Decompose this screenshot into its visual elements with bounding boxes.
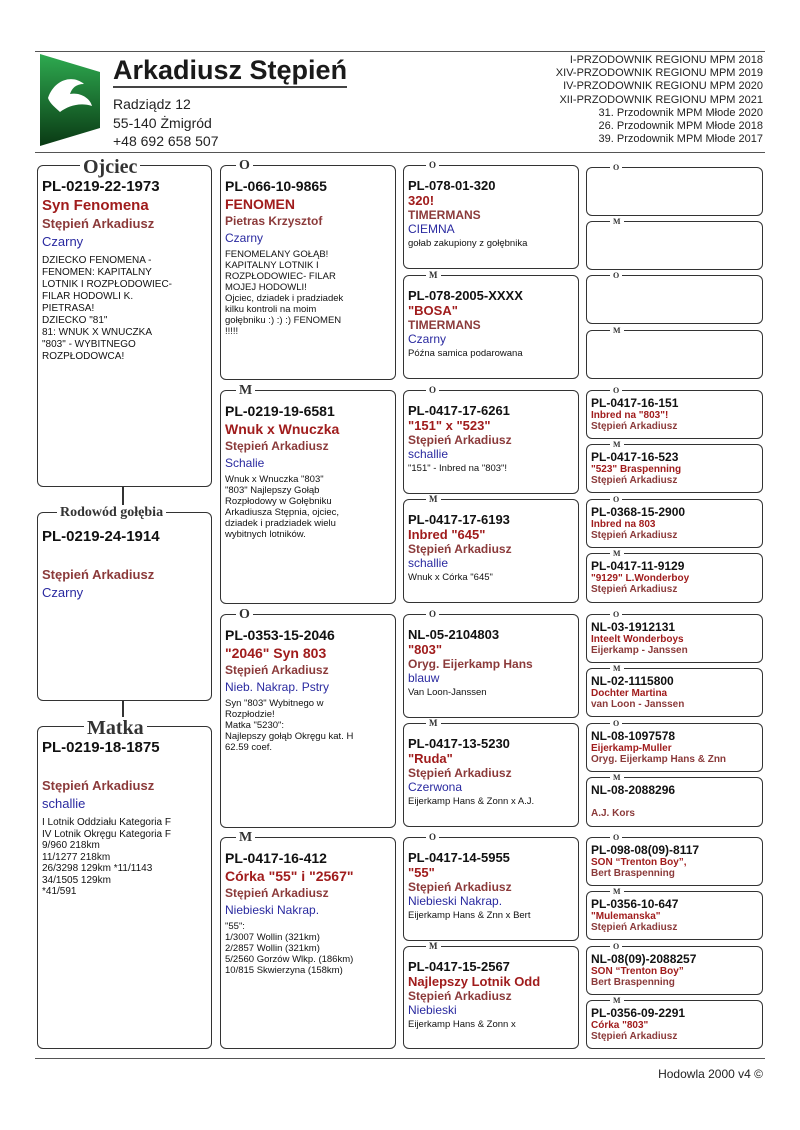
- notes: DZIECKO FENOMENA - FENOMEN: KAPITALNY LOTNIK I ROZPŁODOWIEC- FILAR HODOWLI K. PIETRASA! DZIECKO "81" 81: WNUK X WNUCZKA "803" - WYBITNEGO ROZPŁODOWCA!: [42, 255, 173, 362]
- dam-label: M: [236, 830, 255, 845]
- ancestor-card-small[interactable]: [586, 891, 763, 940]
- address-line: Radziądz 12: [113, 96, 191, 112]
- ring-number: PL-0417-11-9129: [591, 559, 685, 573]
- pigeon-name: "55": [408, 865, 435, 880]
- pigeon-name: Wnuk x Wnuczka: [225, 421, 340, 437]
- ring-number: NL-08(09)-2088257: [591, 952, 697, 966]
- owner: Stępień Arkadiusz: [408, 880, 512, 894]
- dam-label: M: [610, 664, 624, 673]
- owner: Stępień Arkadiusz: [408, 542, 512, 556]
- header-rule: [35, 152, 765, 153]
- pigeon-name: "Mulemanska": [591, 911, 661, 922]
- ring-number: PL-0417-15-2567: [408, 959, 510, 974]
- owner: Bert Braspenning: [591, 977, 675, 988]
- owner: Stępień Arkadiusz: [408, 433, 512, 447]
- ancestor-card[interactable]: [403, 275, 579, 379]
- ancestor-card-small[interactable]: [586, 723, 763, 772]
- top-rule: [35, 51, 765, 52]
- ring-number: NL-05-2104803: [408, 627, 500, 642]
- color: Niebieski: [408, 1003, 457, 1017]
- footer-text: Hodowla 2000 v4 ©: [658, 1067, 763, 1081]
- pigeon-card[interactable]: [37, 512, 212, 701]
- ring-number: PL-0219-22-1973: [42, 178, 160, 195]
- phone: +48 692 658 507: [113, 133, 219, 149]
- owner: TIMERMANS: [408, 318, 481, 332]
- ring-number: PL-066-10-9865: [225, 178, 327, 194]
- color: schallie: [42, 796, 86, 811]
- pigeon-name: Inbred na "803"!: [591, 410, 669, 421]
- sire-card[interactable]: [220, 614, 396, 828]
- color: Nieb. Nakrap. Pstry: [225, 680, 330, 694]
- owner: Stępień Arkadiusz: [42, 216, 155, 231]
- pigeon-logo-icon: [40, 54, 100, 146]
- color: Czarny: [42, 234, 84, 249]
- ring-number: PL-0356-09-2291: [591, 1006, 686, 1020]
- pigeon-name: Eijerkamp-Muller: [591, 743, 672, 754]
- dam-label: M: [610, 549, 624, 558]
- color: Czarny: [408, 332, 447, 346]
- pigeon-name: 320!: [408, 193, 435, 208]
- pigeon-name: [591, 797, 758, 808]
- owner: Oryg. Eijerkamp Hans & Znn: [591, 754, 727, 765]
- ancestor-card[interactable]: [403, 946, 579, 1049]
- ring-number: PL-0417-16-151: [591, 396, 679, 410]
- sire-label: O: [426, 160, 439, 170]
- owner: Stępień Arkadiusz: [408, 766, 512, 780]
- notes: Późna samica podarowana: [408, 348, 523, 359]
- dam-label: M: [426, 494, 441, 504]
- sire-label: O: [236, 607, 253, 622]
- dam-label: M: [610, 440, 624, 449]
- sire-label: O: [426, 832, 439, 842]
- mother-label: Matka: [84, 717, 147, 739]
- ring-number: PL-098-08(09)-8117: [591, 843, 700, 857]
- father-card[interactable]: [37, 165, 212, 487]
- dam-label: M: [426, 941, 441, 951]
- owner: Stępień Arkadiusz: [591, 530, 678, 541]
- pigeon-name: Córka "803": [591, 1020, 649, 1031]
- color: Czerwona: [408, 780, 463, 794]
- owner: Stępień Arkadiusz: [42, 567, 155, 582]
- ancestor-card-small[interactable]: [586, 837, 763, 886]
- pigeon-name: "BOSA": [408, 303, 458, 318]
- pigeon-name: Córka "55" i "2567": [225, 868, 354, 884]
- sire-label: O: [610, 163, 622, 172]
- achievement: XII-PRZODOWNIK REGIONU MPM 2021: [559, 93, 763, 106]
- notes: Eijerkamp Hans & Zonn x A.J.: [408, 796, 535, 807]
- ring-number: PL-0417-16-523: [591, 450, 679, 464]
- ancestor-card[interactable]: [403, 390, 579, 494]
- color: Niebieski Nakrap.: [408, 894, 503, 908]
- owner: Stępień Arkadiusz: [42, 778, 155, 793]
- ring-number: PL-0417-17-6193: [408, 512, 510, 527]
- color: schallie: [408, 556, 449, 570]
- achievement: 26. Przodownik MPM Młode 2018: [598, 120, 763, 133]
- pigeon-name: Syn Fenomena: [42, 197, 149, 214]
- ring-number: PL-0219-19-6581: [225, 403, 335, 419]
- mother-card[interactable]: [37, 726, 212, 1049]
- achievement: IV-PRZODOWNIK REGIONU MPM 2020: [563, 80, 763, 93]
- ancestor-card-small[interactable]: [586, 499, 763, 548]
- owner: Stępień Arkadiusz: [591, 475, 678, 486]
- owner: TIMERMANS: [408, 208, 481, 222]
- owner: Eijerkamp - Janssen: [591, 645, 688, 656]
- sire-label: O: [610, 495, 622, 504]
- owner: Bert Braspenning: [591, 868, 675, 879]
- dam-label: M: [610, 217, 624, 226]
- notes: Wnuk x Córka "645": [408, 572, 493, 583]
- owner: van Loon - Janssen: [591, 699, 685, 710]
- ancestor-card-small[interactable]: [586, 777, 763, 827]
- color: Niebieski Nakrap.: [225, 903, 320, 917]
- owner: Stępień Arkadiusz: [591, 922, 678, 933]
- pigeon-name: Dochter Martina: [591, 688, 668, 699]
- pigeon-name: SON “Trenton Boy”,: [591, 857, 687, 868]
- owner: Stępień Arkadiusz: [408, 989, 512, 1003]
- dam-label: M: [236, 383, 255, 398]
- notes: Syn "803" Wybitnego w Rozpłodzie! Matka "5230": Najlepszy gołąb Okręgu kat. H 62.59 coef.: [225, 698, 354, 753]
- ring-number: PL-0219-18-1875: [42, 739, 160, 756]
- color: Czarny: [225, 231, 264, 245]
- sire-label: O: [426, 609, 439, 619]
- ring-number: PL-0219-24-1914: [42, 528, 160, 545]
- pigeon-name: "151" x "523": [408, 418, 491, 433]
- notes: gołab zakupiony z gołębnika: [408, 238, 528, 249]
- dam-label: M: [610, 773, 624, 782]
- dam-label: M: [426, 270, 441, 280]
- notes: FENOMELANY GOŁĄB! KAPITALNY LOTNIK I ROZPŁODOWIEC- FILAR MOJEJ HODOWLI! Ojciec, dziadek i pradziadek kilku kontroli na moim gołębniku :) :) :) FENOMEN !!!!!: [225, 249, 344, 337]
- owner: Stępień Arkadiusz: [225, 439, 329, 453]
- ancestor-card-small[interactable]: [586, 1000, 763, 1049]
- dam-label: M: [610, 326, 624, 335]
- ring-number: NL-08-2088296: [591, 783, 676, 797]
- dam-card[interactable]: [220, 390, 396, 604]
- achievement: 39. Przodownik MPM Młode 2017: [598, 133, 763, 146]
- pigeon-name: "523" Braspenning: [591, 464, 682, 475]
- address-line: 55-140 Żmigród: [113, 115, 212, 131]
- pigeon-name: "9129" L.Wonderboy: [591, 573, 690, 584]
- notes: Eijerkamp Hans & Zonn x: [408, 1019, 516, 1030]
- ancestor-card[interactable]: [403, 499, 579, 603]
- notes: Van Loon-Janssen: [408, 687, 487, 698]
- pigeon-name: FENOMEN: [225, 196, 295, 212]
- color: schallie: [408, 447, 449, 461]
- dam-label: M: [426, 718, 441, 728]
- ancestor-card[interactable]: [403, 723, 579, 827]
- ancestor-card-small[interactable]: [586, 221, 763, 270]
- sire-label: O: [426, 385, 439, 395]
- owner: A.J. Kors: [591, 808, 635, 819]
- ancestor-card-small[interactable]: [586, 167, 763, 216]
- ancestor-card-small[interactable]: [586, 444, 763, 493]
- ring-number: NL-02-1115800: [591, 674, 674, 688]
- dam-card[interactable]: [220, 837, 396, 1049]
- notes: Eijerkamp Hans & Znn x Bert: [408, 910, 531, 921]
- achievement: I-PRZODOWNIK REGIONU MPM 2018: [569, 54, 763, 66]
- ancestor-card[interactable]: [403, 837, 579, 941]
- ring-number: PL-0417-17-6261: [408, 403, 510, 418]
- ancestor-card-small[interactable]: [586, 275, 763, 324]
- footer-rule: [35, 1058, 765, 1059]
- color: CIEMNA: [408, 222, 455, 236]
- pigeon-name: Inbred "645": [408, 527, 486, 542]
- ancestor-card[interactable]: [403, 614, 579, 718]
- sire-label: O: [610, 942, 622, 951]
- color: Czarny: [42, 585, 84, 600]
- owner: Oryg. Eijerkamp Hans: [408, 657, 533, 671]
- sire-label: O: [610, 833, 622, 842]
- ring-number: PL-0353-15-2046: [225, 627, 335, 643]
- ancestor-card-small[interactable]: [586, 553, 763, 603]
- ancestor-card-small[interactable]: [586, 390, 763, 439]
- ring-number: PL-0417-16-412: [225, 850, 327, 866]
- sire-label: O: [610, 271, 622, 280]
- pigeon-name: "Ruda": [408, 751, 453, 766]
- pigeon-name: "2046" Syn 803: [225, 645, 327, 661]
- pigeon-name: SON “Trenton Boy”: [591, 966, 684, 977]
- owner: Stępień Arkadiusz: [591, 584, 678, 595]
- achievement: XIV-PRZODOWNIK REGIONU MPM 2019: [555, 67, 763, 80]
- pigeon-name: "803": [408, 642, 443, 657]
- notes: "151" - Inbred na "803"!: [408, 463, 508, 474]
- dam-label: M: [610, 996, 624, 1005]
- sire-label: O: [236, 158, 253, 173]
- color: Schalie: [225, 456, 265, 470]
- ring-number: PL-0417-14-5955: [408, 850, 510, 865]
- pigeon-name: Najlepszy Lotnik Odd: [408, 974, 541, 989]
- father-label: Ojciec: [80, 156, 140, 178]
- sire-label: O: [610, 386, 622, 395]
- ancestor-card-small[interactable]: [586, 330, 763, 379]
- pigeon-name: Inteelt Wonderboys: [591, 634, 684, 645]
- breeder-name: Arkadiusz Stępień: [113, 54, 347, 88]
- dam-label: M: [610, 887, 624, 896]
- ring-number: PL-078-2005-XXXX: [408, 288, 523, 303]
- notes: Wnuk x Wnuczka "803" "803" Najlepszy Gołąb Rozpłodowy w Gołębniku Arkadiusza Stępnia, ojciec, dziadek i pradziadek wielu wybitnych lotników.: [225, 474, 340, 540]
- owner: Stępień Arkadiusz: [591, 1031, 678, 1042]
- ancestor-card-small[interactable]: [586, 614, 763, 663]
- ring-number: PL-078-01-320: [408, 178, 496, 193]
- notes: "55": 1/3007 Wollin (321km) 2/2857 Wollin (321km) 5/2560 Gorzów Wlkp. (186km) 10/815 Skwierzyna (158km): [225, 921, 354, 976]
- owner: Stępień Arkadiusz: [225, 663, 329, 677]
- notes: I Lotnik Oddziału Kategoria F IV Lotnik Okręgu Kategoria F 9/960 218km 11/1277 218km 26/3298 129km *11/1143 34/1505 129km *41/591: [42, 817, 171, 897]
- owner: Stępień Arkadiusz: [225, 886, 329, 900]
- ring-number: PL-0368-15-2900: [591, 505, 686, 519]
- owner: Stępień Arkadiusz: [591, 421, 678, 432]
- pigeon-name: Inbred na 803: [591, 519, 656, 530]
- ring-number: NL-03-1912131: [591, 620, 676, 634]
- ring-number: PL-0417-13-5230: [408, 736, 510, 751]
- ring-number: NL-08-1097578: [591, 729, 676, 743]
- sire-label: O: [610, 719, 622, 728]
- ring-number: PL-0356-10-647: [591, 897, 679, 911]
- ancestor-card-small[interactable]: [586, 946, 763, 995]
- owner: Pietras Krzysztof: [225, 214, 323, 228]
- achievements-list: [556, 54, 763, 146]
- color: blauw: [408, 671, 440, 685]
- sire-label: O: [610, 610, 622, 619]
- achievement: 31. Przodownik MPM Młode 2020: [598, 106, 763, 119]
- sire-card[interactable]: [220, 165, 396, 380]
- ancestor-card-small[interactable]: [586, 668, 763, 717]
- pigeon-label: Rodowód gołębia: [57, 505, 166, 520]
- ancestor-card[interactable]: [403, 165, 579, 269]
